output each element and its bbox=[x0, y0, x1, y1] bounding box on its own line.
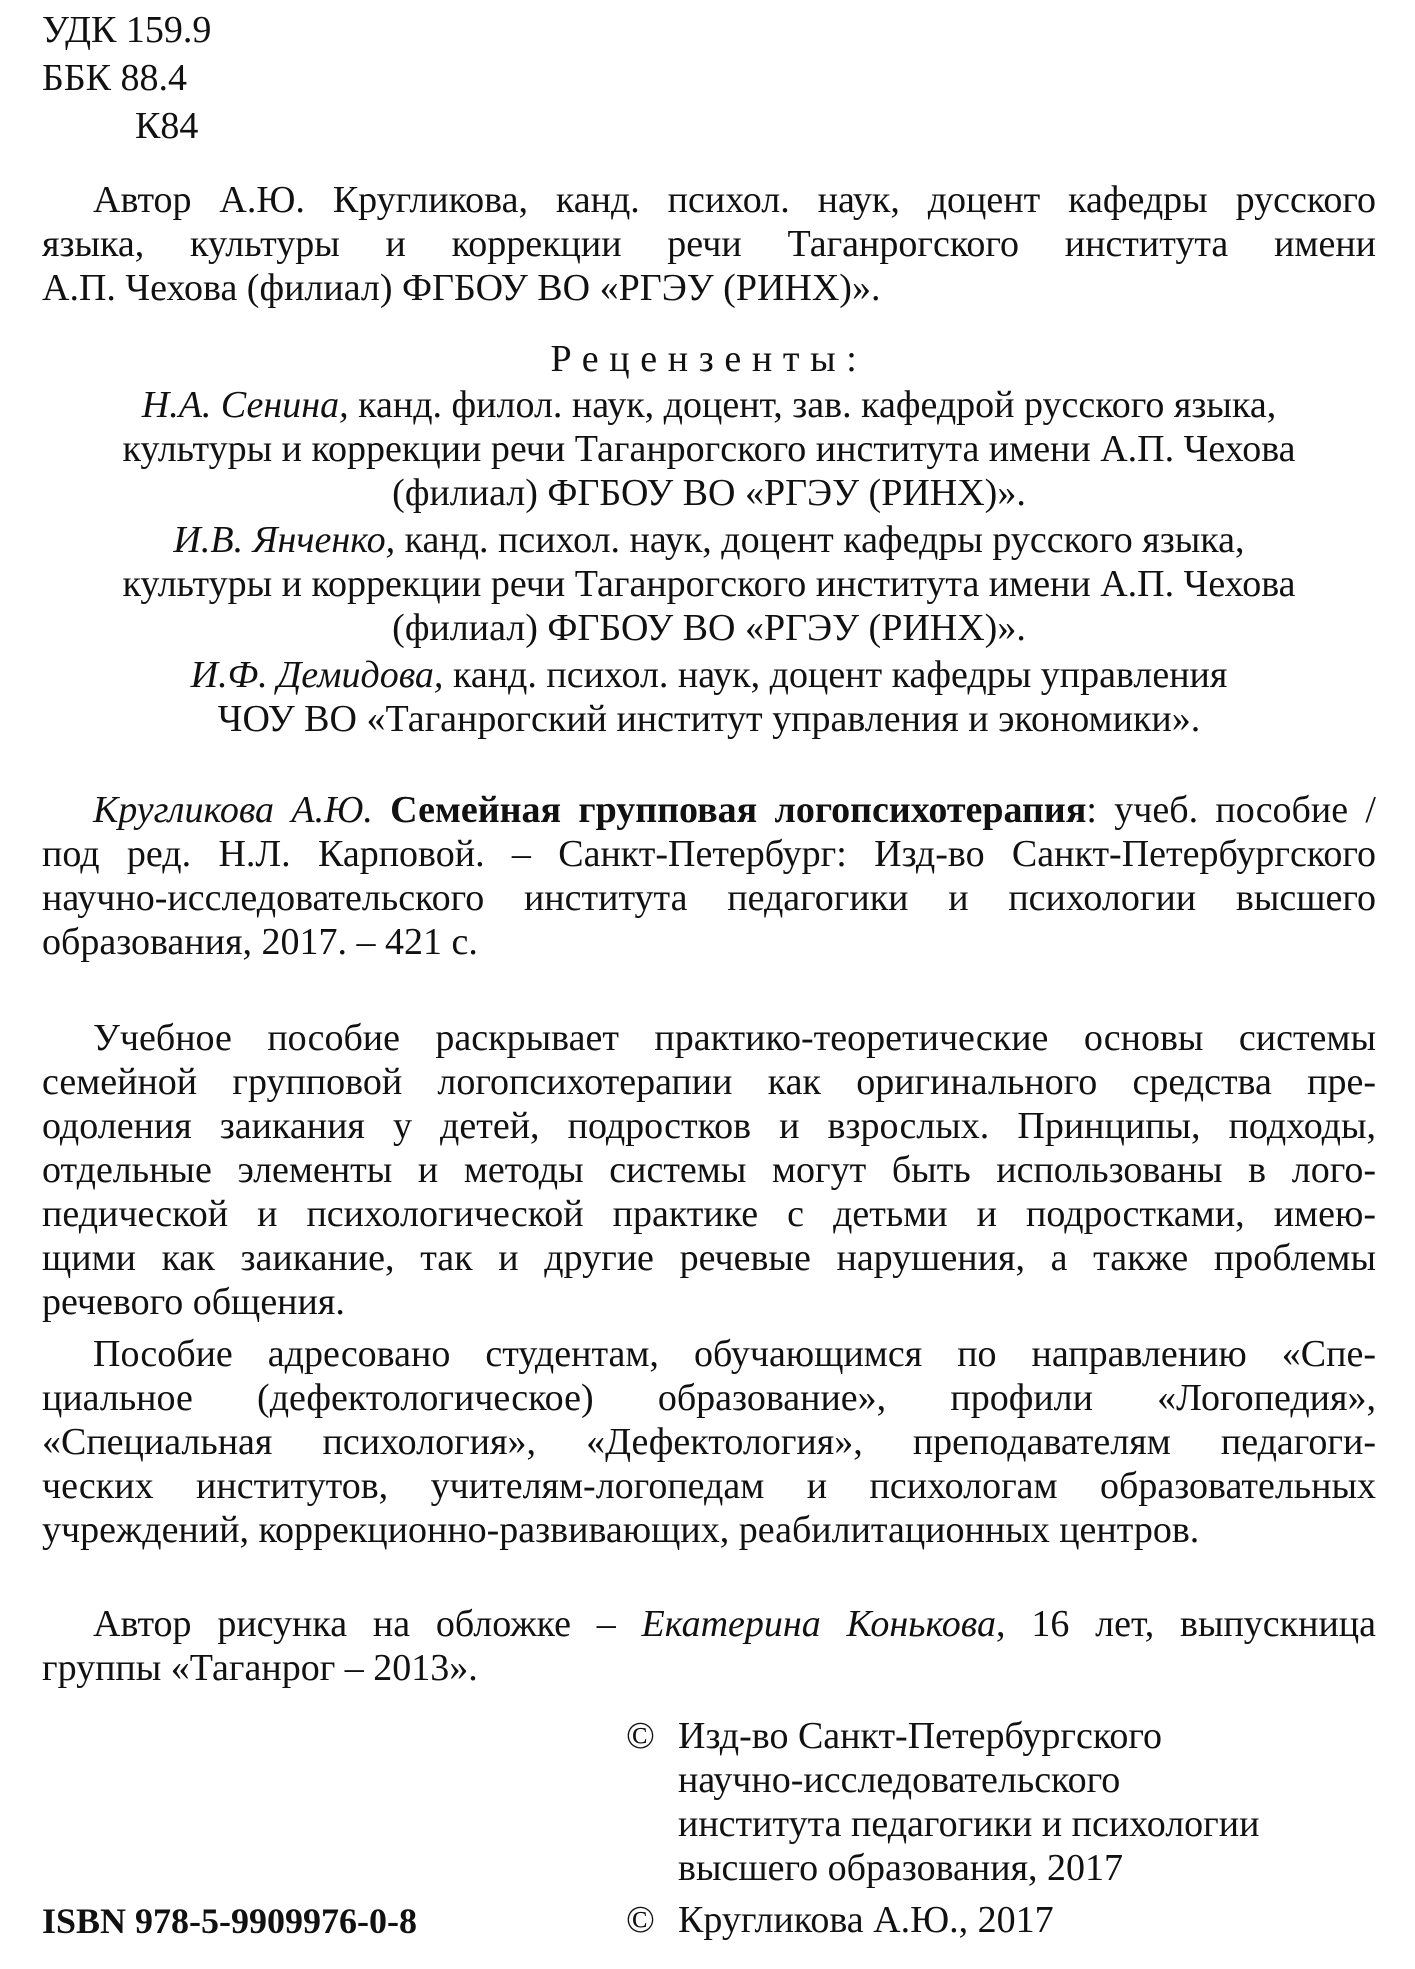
abstract-p1-line-3: одоления заикания у детей, подростков и взрослых. Принципы, подходы, bbox=[42, 1105, 1376, 1147]
biblio-line-2: под ред. Н.Л. Карповой. – Санкт-Петербург: Изд-во Санкт-Петербургского bbox=[42, 833, 1376, 875]
biblio-line-3: научно-исследовательского института педагогики и психологии высшего bbox=[42, 877, 1376, 919]
reviewer-3-affiliation: канд. психол. наук, доцент кафедры управления bbox=[452, 654, 1228, 696]
abstract-p2-line-3: «Специальная психология», «Дефектология», преподавателям педагоги- bbox=[42, 1421, 1376, 1463]
reviewer-2-affiliation: канд. психол. наук, доцент кафедры русского языка, bbox=[404, 519, 1245, 561]
copyright-symbol-publisher: © bbox=[626, 1715, 655, 1757]
abstract-p1-line-6: щими как заикание, так и другие речевые нарушения, а также проблемы bbox=[42, 1237, 1376, 1279]
copyright-author-line: Кругликова А.Ю., 2017 bbox=[678, 1899, 1054, 1941]
copyright-publisher-line-3: института педагогики и психологии bbox=[678, 1803, 1260, 1845]
author-mark: К84 bbox=[135, 105, 199, 147]
copyright-publisher-line-1: Изд-во Санкт-Петербургского bbox=[678, 1715, 1162, 1757]
cover-credit-prefix: Автор рисунка на обложке – bbox=[93, 1603, 642, 1645]
biblio-title: Семейная групповая логопсихотерапия bbox=[390, 789, 1087, 831]
reviewer-2-line-2: культуры и коррекции речи Таганрогского института имени А.П. Чехова bbox=[122, 563, 1296, 605]
reviewer-3-line-1 bbox=[42, 653, 1376, 697]
reviewer-3-line-2: ЧОУ ВО «Таганрогский институт управления и экономики». bbox=[217, 698, 1201, 740]
abstract-p1-line-1: Учебное пособие раскрывает практико-теоретические основы системы bbox=[93, 1017, 1376, 1059]
bbk-code: ББК 88.4 bbox=[42, 57, 187, 99]
abstract-p1-line-7: речевого общения. bbox=[42, 1281, 345, 1323]
udk-code: УДК 159.9 bbox=[42, 9, 212, 51]
author-line-3: А.П. Чехова (филиал) ФГБОУ ВО «РГЭУ (РИНХ)». bbox=[42, 267, 881, 309]
biblio-line-4: образования, 2017. – 421 с. bbox=[42, 921, 478, 963]
biblio-author: Кругликова А.Ю. bbox=[93, 789, 373, 831]
reviewer-1-line-2: культуры и коррекции речи Таганрогского института имени А.П. Чехова bbox=[122, 428, 1296, 470]
reviewer-2-line-1 bbox=[42, 518, 1376, 562]
biblio-line-1 bbox=[93, 788, 1376, 832]
reviewer-1-affiliation: канд. филол. наук, доцент, зав. кафедрой русского языка, bbox=[358, 384, 1277, 426]
abstract-p2-line-5: учреждений, коррекционно-развивающих, реабилитационных центров. bbox=[42, 1509, 1200, 1551]
cover-credit-suffix: , 16 лет, выпускница bbox=[996, 1603, 1377, 1645]
cover-credit-line-2: группы «Таганрог – 2013». bbox=[42, 1647, 478, 1689]
copyright-publisher-line-4: высшего образования, 2017 bbox=[678, 1847, 1124, 1889]
copyright-symbol-author: © bbox=[626, 1899, 655, 1941]
author-line-2: языка, культуры и коррекции речи Таганрогского института имени bbox=[42, 223, 1376, 265]
reviewer-1-line-3: (филиал) ФГБОУ ВО «РГЭУ (РИНХ)». bbox=[392, 472, 1026, 514]
abstract-p2-line-4: ческих институтов, учителям-логопедам и психологам образовательных bbox=[42, 1465, 1376, 1507]
cover-credit-line-1 bbox=[93, 1602, 1376, 1646]
copyright-publisher-line-2: научно-исследовательского bbox=[678, 1759, 1121, 1801]
abstract-p2-line-1: Пособие адресовано студентам, обучающимся по направлению «Спе- bbox=[93, 1333, 1376, 1375]
reviewers-heading: Рецензенты: bbox=[550, 338, 868, 380]
biblio-type: : учеб. пособие / bbox=[1086, 789, 1376, 831]
reviewer-1-line-1 bbox=[42, 383, 1376, 427]
abstract-p1-line-5: педической и психологической практике с детьми и подростками, имею- bbox=[42, 1193, 1376, 1235]
reviewer-3-name: И.Ф. Демидова, bbox=[190, 654, 444, 696]
isbn: ISBN 978-5-9909976-0-8 bbox=[42, 1901, 417, 1941]
reviewer-2-line-3: (филиал) ФГБОУ ВО «РГЭУ (РИНХ)». bbox=[392, 607, 1026, 649]
reviewer-2-name: И.В. Янченко, bbox=[173, 519, 396, 561]
abstract-p1-line-2: семейной групповой логопсихотерапии как оригинального средства пре- bbox=[42, 1061, 1376, 1103]
cover-artist: Екатерина Конькова bbox=[641, 1603, 997, 1645]
abstract-p1-line-4: отдельные элементы и методы системы могут быть использованы в лого- bbox=[42, 1149, 1376, 1191]
abstract-p2-line-2: циальное (дефектологическое) образование», профили «Логопедия», bbox=[42, 1377, 1376, 1419]
reviewer-1-name: Н.А. Сенина, bbox=[141, 384, 349, 426]
author-line-1: Автор А.Ю. Кругликова, канд. психол. наук, доцент кафедры русского bbox=[93, 179, 1376, 221]
